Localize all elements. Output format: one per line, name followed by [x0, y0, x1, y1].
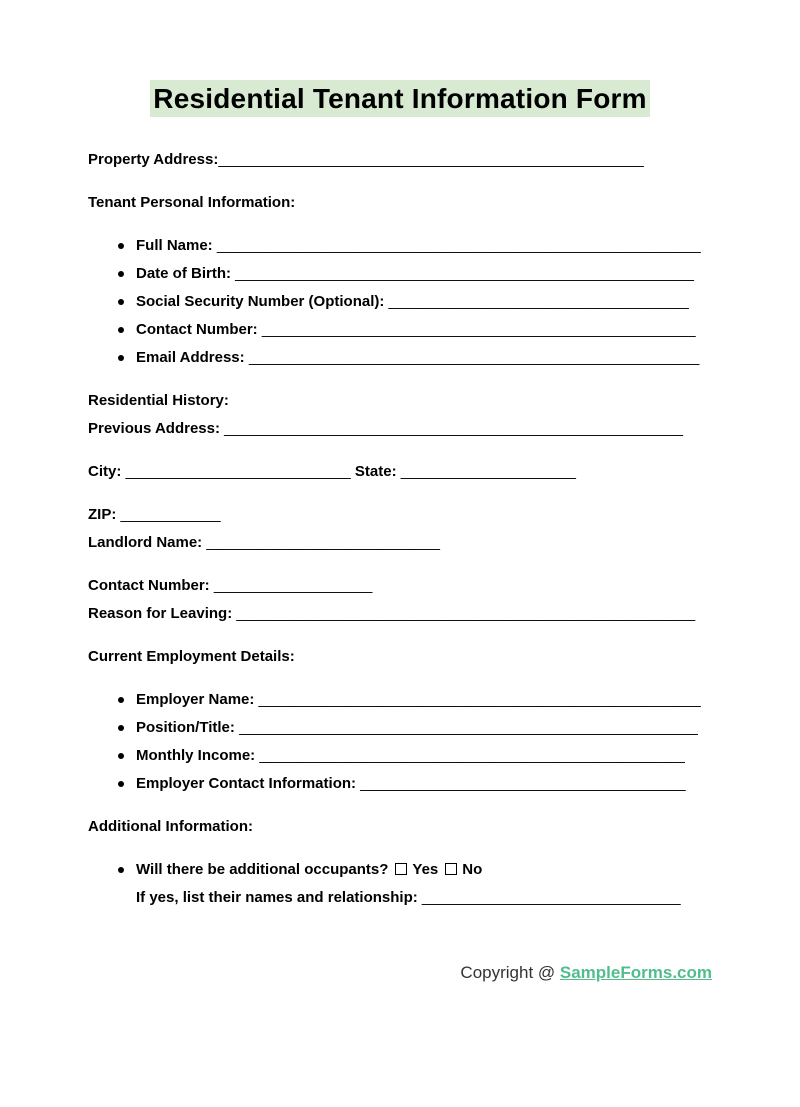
previous-address-blank[interactable]: _______________________________________________________	[224, 420, 683, 437]
copyright-text: Copyright @	[460, 963, 560, 982]
landlord-name-blank[interactable]: ____________________________	[206, 534, 440, 551]
property-address-blank[interactable]: ___________________________________________________	[218, 151, 644, 168]
contact-number-blank[interactable]: ____________________________________________________	[261, 321, 696, 338]
reason-for-leaving-blank[interactable]: _______________________________________________________	[236, 605, 696, 622]
page-title	[88, 80, 712, 118]
city-blank[interactable]: ___________________________	[125, 463, 351, 480]
history-heading-line	[88, 387, 712, 415]
employment-list	[88, 686, 712, 798]
field-employer-name	[88, 686, 712, 714]
section-heading-additional	[88, 813, 712, 841]
occupants-question-label: Will there be additional occupants?	[136, 861, 389, 878]
yes-checkbox[interactable]	[395, 863, 407, 875]
section-heading-employment	[88, 643, 712, 671]
zip-label: ZIP:	[88, 506, 121, 523]
section-heading-personal	[88, 189, 712, 217]
field-full-name	[88, 232, 712, 260]
field-zip	[88, 501, 712, 529]
date-of-birth-blank[interactable]: _______________________________________________________	[235, 265, 694, 282]
field-employer-contact	[88, 770, 712, 798]
bullet-icon	[118, 753, 124, 759]
landlord-contact-label: Contact Number:	[88, 577, 214, 594]
personal-info-list	[88, 232, 712, 372]
history-heading: Residential History:	[88, 392, 229, 409]
employment-heading: Current Employment Details:	[88, 648, 295, 665]
bullet-icon	[118, 697, 124, 703]
field-reason-for-leaving	[88, 600, 712, 628]
bullet-icon	[118, 725, 124, 731]
field-property-address	[88, 146, 712, 174]
property-address-label: Property Address:	[88, 151, 219, 168]
bullet-icon	[118, 271, 124, 277]
bullet-icon	[118, 299, 124, 305]
state-blank[interactable]: _____________________	[400, 463, 576, 480]
additional-heading: Additional Information:	[88, 818, 253, 835]
field-contact-number	[88, 316, 712, 344]
landlord-contact-blank[interactable]: ___________________	[213, 577, 373, 594]
position-title-label: Position/Title:	[136, 719, 240, 736]
city-label: City:	[88, 463, 126, 480]
ssn-label: Social Security Number (Optional):	[136, 293, 389, 310]
bullet-icon	[118, 781, 124, 787]
no-label: No	[462, 861, 483, 878]
employer-contact-blank[interactable]: _______________________________________	[360, 775, 686, 792]
field-email-address	[88, 344, 712, 372]
bullet-icon	[118, 327, 124, 333]
page-title-highlight: Residential Tenant Information Form	[150, 80, 649, 117]
occupant-names-blank[interactable]: _______________________________	[421, 889, 681, 906]
reason-for-leaving-label: Reason for Leaving:	[88, 605, 237, 622]
section-residential-history	[88, 387, 712, 443]
sampleforms-link[interactable]: SampleForms.com	[559, 963, 712, 982]
employer-contact-label: Employer Contact Information:	[136, 775, 361, 792]
previous-address-label: Previous Address:	[88, 420, 225, 437]
field-monthly-income	[88, 742, 712, 770]
employer-name-blank[interactable]: _____________________________________________________	[258, 691, 701, 708]
yes-label: Yes	[412, 861, 439, 878]
occupant-names-label: If yes, list their names and relationship:	[136, 889, 422, 906]
field-previous-address	[88, 415, 712, 443]
document-page	[0, 80, 800, 984]
field-city-state	[88, 458, 712, 486]
additional-occupants-group	[88, 856, 712, 912]
email-address-blank[interactable]: ______________________________________________________	[248, 349, 700, 366]
field-landlord-contact-number	[88, 572, 712, 600]
position-title-blank[interactable]: _______________________________________________________	[239, 719, 698, 736]
field-ssn	[88, 288, 712, 316]
email-address-label: Email Address:	[136, 349, 249, 366]
field-occupant-names	[88, 884, 712, 912]
landlord-name-label: Landlord Name:	[88, 534, 207, 551]
field-additional-occupants	[88, 856, 712, 884]
monthly-income-blank[interactable]: ___________________________________________________	[259, 747, 685, 764]
field-position-title	[88, 714, 712, 742]
zip-landlord-group	[88, 501, 712, 557]
bullet-icon	[118, 867, 124, 873]
state-label: State:	[354, 463, 401, 480]
personal-heading: Tenant Personal Information:	[88, 194, 296, 211]
field-date-of-birth	[88, 260, 712, 288]
field-landlord-name	[88, 529, 712, 557]
bullet-icon	[118, 243, 124, 249]
contact-number-label: Contact Number:	[136, 321, 262, 338]
footer	[88, 962, 712, 984]
monthly-income-label: Monthly Income:	[136, 747, 260, 764]
zip-blank[interactable]: ____________	[120, 506, 221, 523]
employer-name-label: Employer Name:	[136, 691, 259, 708]
full-name-blank[interactable]: __________________________________________________________	[216, 237, 701, 254]
contact-reason-group	[88, 572, 712, 628]
ssn-blank[interactable]: ____________________________________	[388, 293, 689, 310]
bullet-icon	[118, 355, 124, 361]
full-name-label: Full Name:	[136, 237, 217, 254]
date-of-birth-label: Date of Birth:	[136, 265, 236, 282]
no-checkbox[interactable]	[445, 863, 457, 875]
